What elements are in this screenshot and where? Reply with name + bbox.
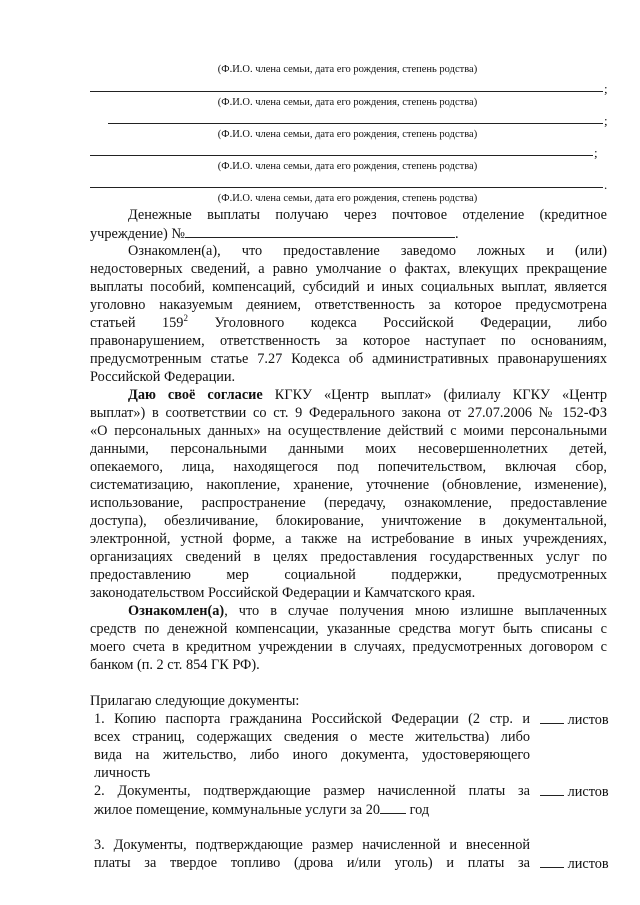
notice1-line-8: Российской Федерации. <box>90 369 236 385</box>
doc3-count <box>540 854 610 872</box>
family-line-4[interactable] <box>90 155 593 156</box>
doc2-count-label: листов <box>567 784 609 800</box>
notice2-line-3: моего счета в кредитном учреждении в случаях, предусмотренных договором с <box>90 639 607 655</box>
notice1-article-rest: Уголовного кодекса Российской Федерации, либо <box>187 315 607 331</box>
notice1-line-3: выплаты пособий, компенсаций, субсидий и иных социальных выплат, является <box>90 279 607 295</box>
doc2-year-suffix: год <box>406 802 430 818</box>
notice1-line-1: Ознакомлен(а), что предоставление заведомо ложных и (или) <box>128 243 607 259</box>
consent-line-8: доступа), обезличивание, блокирование, уничтожение в документальной, <box>90 513 607 529</box>
family-line-2[interactable] <box>90 91 603 92</box>
consent-line-1 <box>90 386 607 404</box>
consent-line-10: организациях сведений в целях предоставления государственных услуг по <box>90 549 607 565</box>
notice2-l1-rest: , что в случае получения мною излишне выплаченных <box>224 603 607 619</box>
doc3-count-field[interactable] <box>540 854 564 868</box>
doc2-line-1: 2. Документы, подтверждающие размер начисленной платы за <box>94 783 530 799</box>
consent-line-6: систематизацию, накопление, хранение, уточнение (обновление, изменение), <box>90 477 607 493</box>
doc1-line-1: 1. Копию паспорта гражданина Российской Федерации (2 стр. и <box>94 711 530 727</box>
consent-line-9: электронной, устной форме, а также на истребование в иных учреждениях, <box>90 531 607 547</box>
payment-suffix: . <box>454 226 459 242</box>
doc1-count-label: листов <box>567 712 609 728</box>
consent-line-4: данными, персональными данными моих несовершеннолетних детей, <box>90 441 607 457</box>
account-number-field[interactable] <box>185 224 455 238</box>
family-caption-1: (Ф.И.О. члена семьи, дата его рождения, степень родства) <box>217 64 478 75</box>
doc2-count-field[interactable] <box>540 782 564 796</box>
notice1-article: статьей 159 <box>90 315 184 331</box>
family-line-3[interactable] <box>108 123 603 124</box>
doc3-line-2: платы за твердое топливо (дрова и/или уголь) и платы за <box>94 855 530 871</box>
doc3-count-label: листов <box>567 856 609 872</box>
family-caption-2: (Ф.И.О. члена семьи, дата его рождения, степень родства) <box>217 97 478 108</box>
doc1-count-field[interactable] <box>540 710 564 724</box>
consent-line-12: законодательством Российской Федерации и Камчатского края. <box>90 585 476 601</box>
doc1-line-4: личность <box>94 765 151 781</box>
consent-l1-rest: КГКУ «Центр выплат» (филиалу КГКУ «Центр <box>262 387 607 403</box>
doc2-year-field[interactable] <box>380 800 406 814</box>
consent-line-3: «О персональных данных» на осуществление действий с моими персональными <box>90 423 607 439</box>
notice1-line-7: предусмотренным статье 7.27 Кодекса об административных правонарушениях <box>90 351 607 367</box>
family-caption-4: (Ф.И.О. члена семьи, дата его рождения, степень родства) <box>217 161 478 172</box>
notice1-article-sup: 2 <box>183 313 188 324</box>
notice1-line-4: уголовно наказуемым деянием, ответственность за которое предусмотрена <box>90 297 607 313</box>
doc2-line-2 <box>94 800 530 818</box>
family-line-3-semicolon: ; <box>604 113 608 128</box>
doc2-year-prefix: жилое помещение, коммунальные услуги за 20 <box>94 802 381 818</box>
family-line-5-period: . <box>604 177 608 192</box>
notice2-line-4: банком (п. 2 ст. 854 ГК РФ). <box>90 657 260 673</box>
family-caption-3: (Ф.И.О. члена семьи, дата его рождения, степень родства) <box>217 129 478 140</box>
consent-line-2: выплат») в соответствии со ст. 9 Федерального закона от 27.07.2006 № 152-ФЗ <box>90 405 607 421</box>
doc1-count <box>540 710 610 728</box>
consent-bold: Даю своё согласие <box>128 387 263 403</box>
doc2-count <box>540 782 610 800</box>
doc1-line-2: всех страниц, содержащих сведения о месте жительства) либо <box>94 729 530 745</box>
consent-line-5: опекаемого, лица, находящегося под попечительством, включая сбор, <box>90 459 607 475</box>
doc3-line-1: 3. Документы, подтверждающие размер начисленной и внесенной <box>94 837 530 853</box>
notice2-bold: Ознакомлен(а) <box>128 603 225 619</box>
notice1-line-2: недостоверных сведений, а равно умолчание о фактах, влекущих прекращение <box>90 261 607 277</box>
payment-line-2 <box>90 224 607 242</box>
family-line-4-semicolon: ; <box>594 145 598 160</box>
attachments-title: Прилагаю следующие документы: <box>90 693 300 709</box>
consent-line-11: предоставлению мер социальной поддержки, предусмотренных <box>90 567 607 583</box>
family-caption-5: (Ф.И.О. члена семьи, дата его рождения, степень родства) <box>217 193 478 204</box>
payment-line-1: Денежные выплаты получаю через почтовое отделение (кредитное <box>128 207 607 223</box>
family-line-2-semicolon: ; <box>604 81 608 96</box>
doc1-line-3: вида на жительство, либо иного документа, удостоверяющего <box>94 747 530 763</box>
notice1-line-6: правонарушением, ответственность за которое наступает по основаниям, <box>90 333 607 349</box>
notice2-line-1 <box>90 602 607 620</box>
payment-prefix: учреждение) № <box>90 226 185 242</box>
consent-line-7: использование, распространение (передачу, ознакомление, предоставление <box>90 495 607 511</box>
notice1-line-5 <box>90 314 607 332</box>
notice2-line-2: средств по денежной компенсации, указанные средства могут быть списаны с <box>90 621 607 637</box>
family-line-5[interactable] <box>90 187 603 188</box>
